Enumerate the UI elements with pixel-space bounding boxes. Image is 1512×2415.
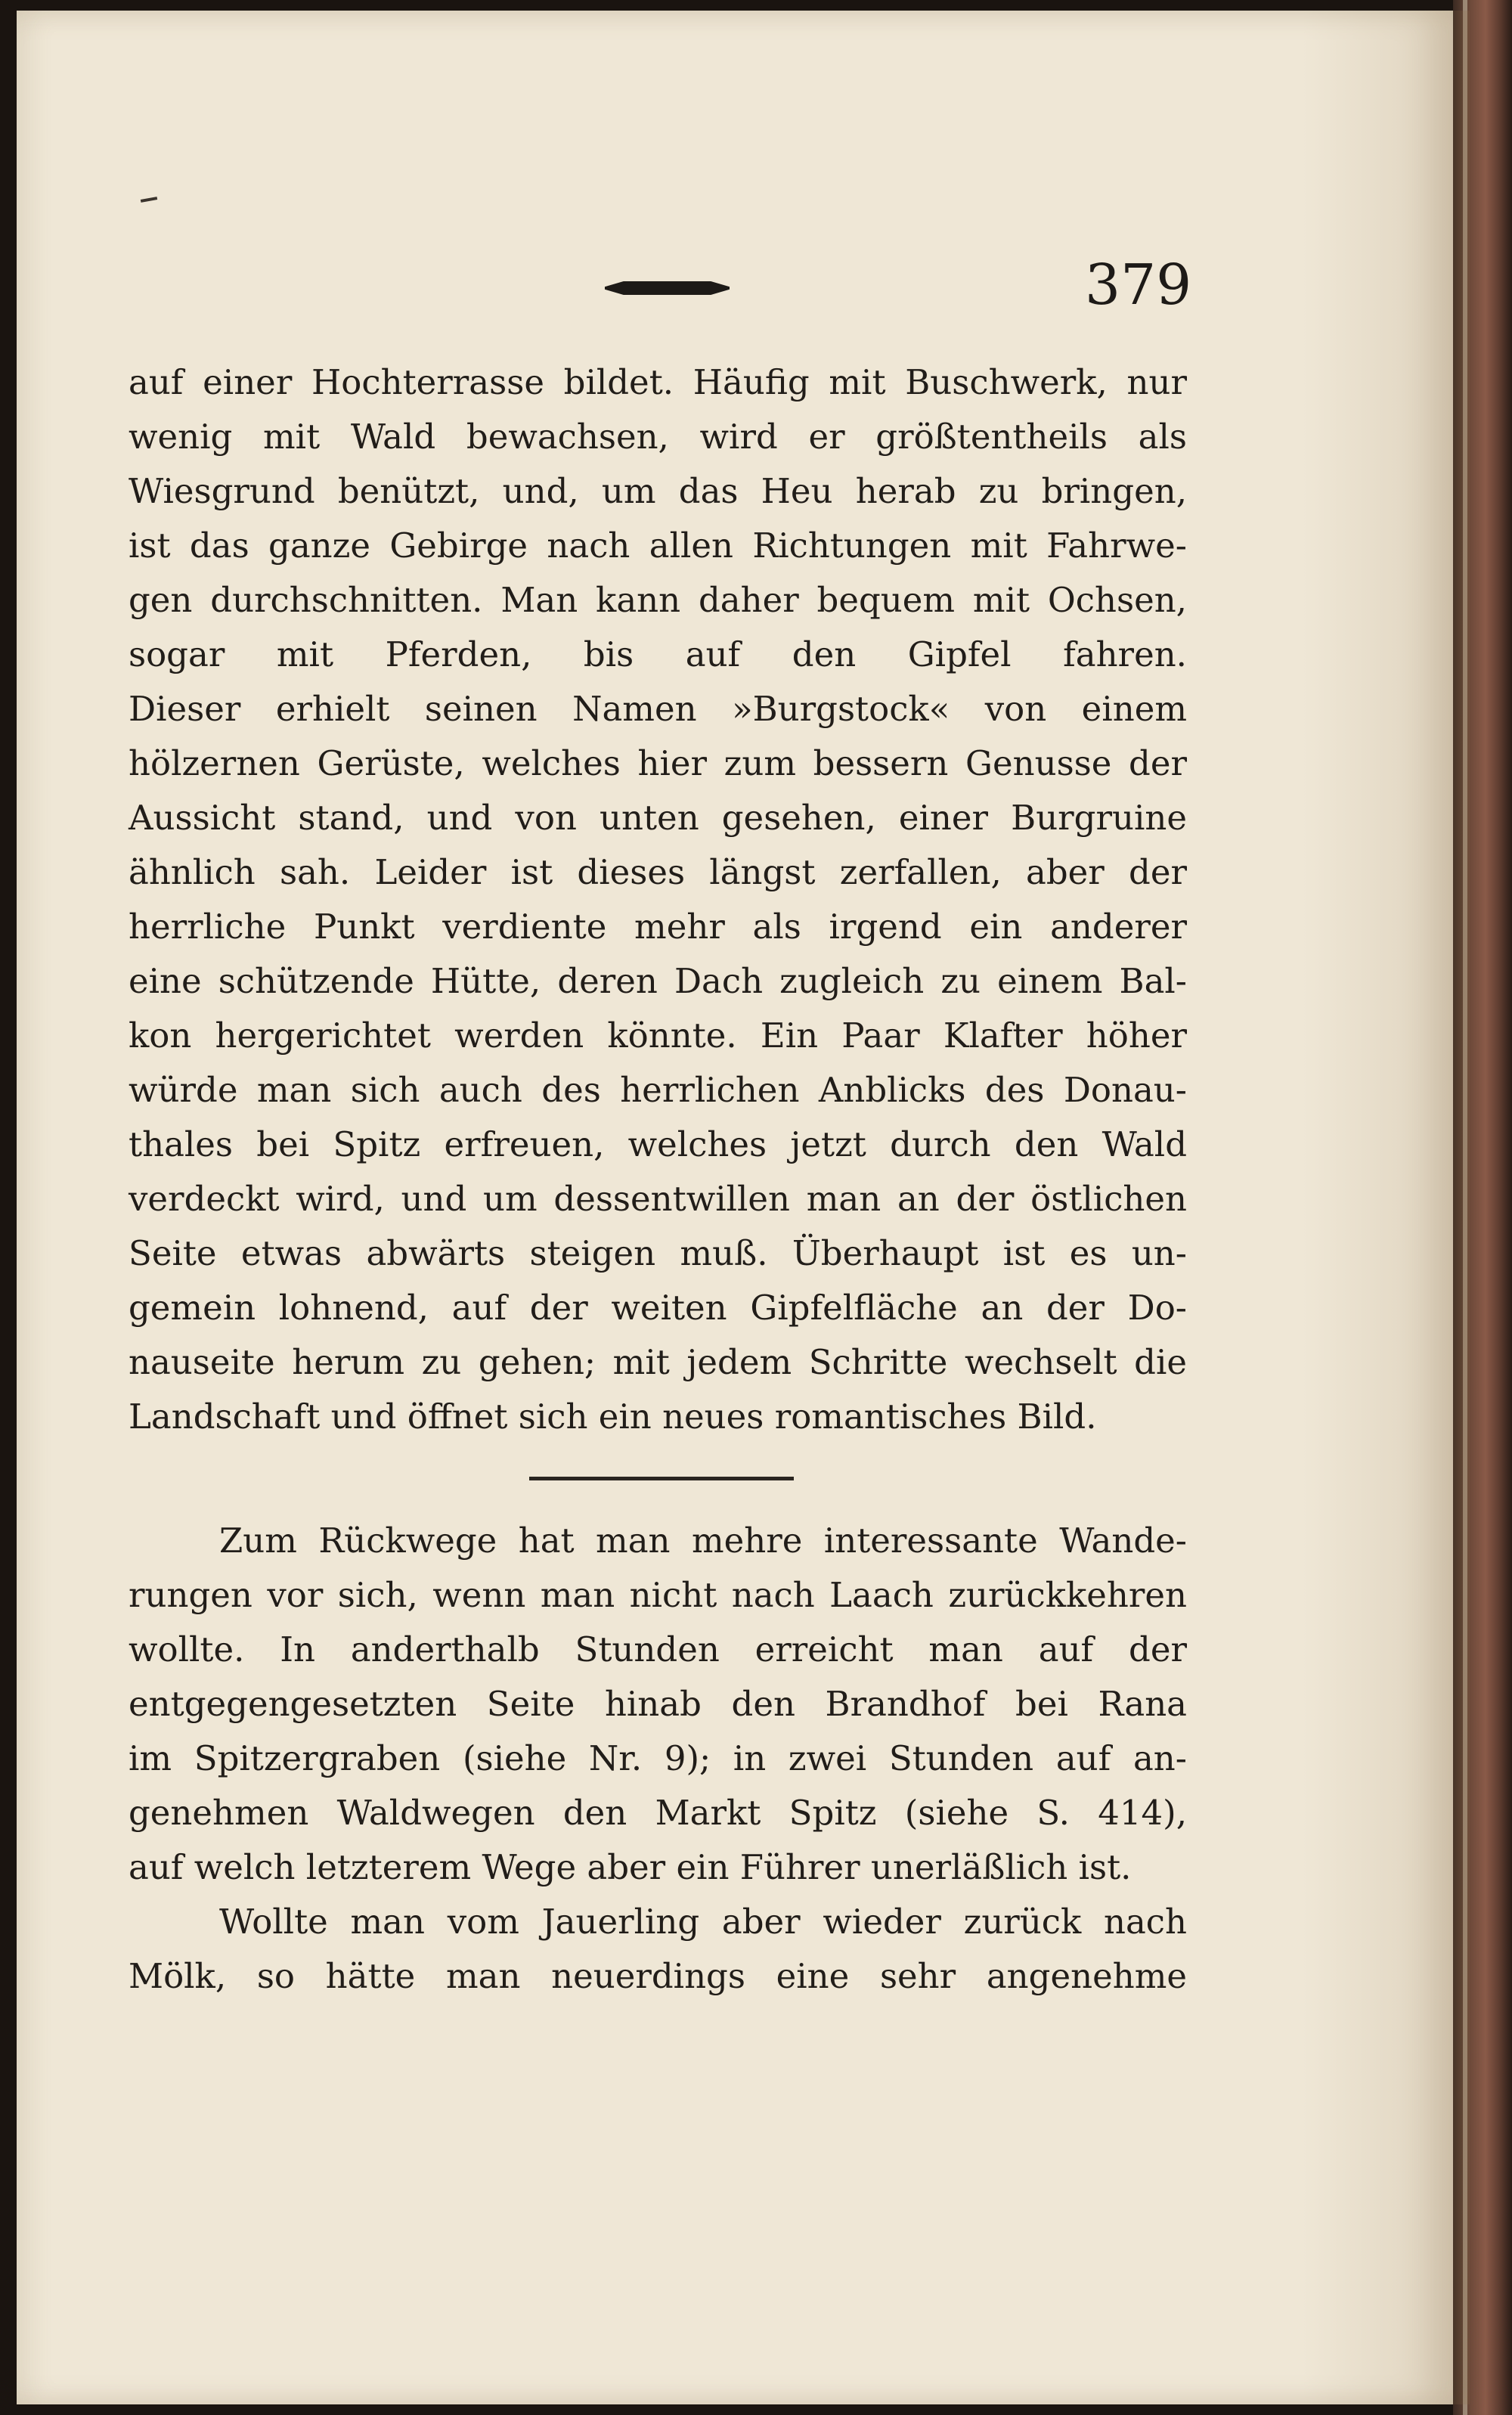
header-ornament-rule bbox=[605, 281, 730, 295]
text-line: Landschaft und öffnet sich ein neues romantisches Bild. bbox=[129, 1397, 1097, 1437]
text-line: im Spitzergraben (siehe Nr. 9); in zwei Stunden auf an- bbox=[129, 1738, 1187, 1778]
text-line: auf einer Hochterrasse bildet. Häufig mit Buschwerk, nur bbox=[129, 362, 1187, 402]
section-divider bbox=[529, 1477, 794, 1480]
text-line: wenig mit Wald bewachsen, wird er größtentheils als bbox=[129, 417, 1187, 457]
text-line: würde man sich auch des herrlichen Anblicks des Donau- bbox=[129, 1070, 1187, 1110]
text-line: ist das ganze Gebirge nach allen Richtungen mit Fahrwe- bbox=[129, 525, 1187, 566]
text-line: Aussicht stand, und von unten gesehen, einer Burgruine bbox=[129, 798, 1187, 838]
text-line: Dieser erhielt seinen Namen »Burgstock« von einem bbox=[129, 689, 1187, 729]
paragraph-2 bbox=[129, 1514, 1187, 2004]
text-line: verdeckt wird, und um dessentwillen man an der östlichen bbox=[129, 1179, 1187, 1219]
text-line: rungen vor sich, wenn man nicht nach Laach zurückkehren bbox=[129, 1575, 1187, 1615]
text-line: Zum Rückwege hat man mehre interessante Wande- bbox=[219, 1521, 1187, 1561]
text-line: Wollte man vom Jauerling aber wieder zurück nach bbox=[219, 1902, 1187, 1942]
text-line: Wiesgrund benützt, und, um das Heu herab zu bringen, bbox=[129, 471, 1187, 511]
text-line: wollte. In anderthalb Stunden erreicht man auf der bbox=[129, 1629, 1187, 1669]
text-line: ähnlich sah. Leider ist dieses längst zerfallen, aber der bbox=[129, 852, 1187, 892]
text-line: Seite etwas abwärts steigen muß. Überhaupt ist es un- bbox=[129, 1233, 1187, 1273]
page-shading bbox=[1302, 11, 1470, 2404]
text-line: genehmen Waldwegen den Markt Spitz (siehe S. 414), bbox=[129, 1793, 1187, 1833]
text-line: auf welch letzterem Wege aber ein Führer unerläßlich ist. bbox=[129, 1847, 1132, 1887]
paragraph-1 bbox=[129, 355, 1187, 1444]
text-line: sogar mit Pferden, bis auf den Gipfel fahren. bbox=[129, 634, 1187, 674]
text-line: hölzernen Gerüste, welches hier zum bessern Genusse der bbox=[129, 743, 1187, 783]
text-line: nauseite herum zu gehen; mit jedem Schritte wechselt die bbox=[129, 1342, 1187, 1382]
text-line: entgegengesetzten Seite hinab den Brandhof bei Rana bbox=[129, 1684, 1187, 1724]
text-line: eine schützende Hütte, deren Dach zugleich zu einem Bal- bbox=[129, 961, 1187, 1001]
text-line: thales bei Spitz erfreuen, welches jetzt durch den Wald bbox=[129, 1124, 1187, 1164]
page-number: 379 bbox=[1085, 253, 1192, 318]
text-line: gemein lohnend, auf der weiten Gipfelfläche an der Do- bbox=[129, 1288, 1187, 1328]
text-line: Mölk, so hätte man neuerdings eine sehr angenehme bbox=[129, 1956, 1187, 1996]
text-line: gen durchschnitten. Man kann daher bequem mit Ochsen, bbox=[129, 580, 1187, 620]
text-line: kon hergerichtet werden könnte. Ein Paar Klafter höher bbox=[129, 1015, 1187, 1056]
text-line: herrliche Punkt verdiente mehr als irgend ein anderer bbox=[129, 907, 1187, 947]
